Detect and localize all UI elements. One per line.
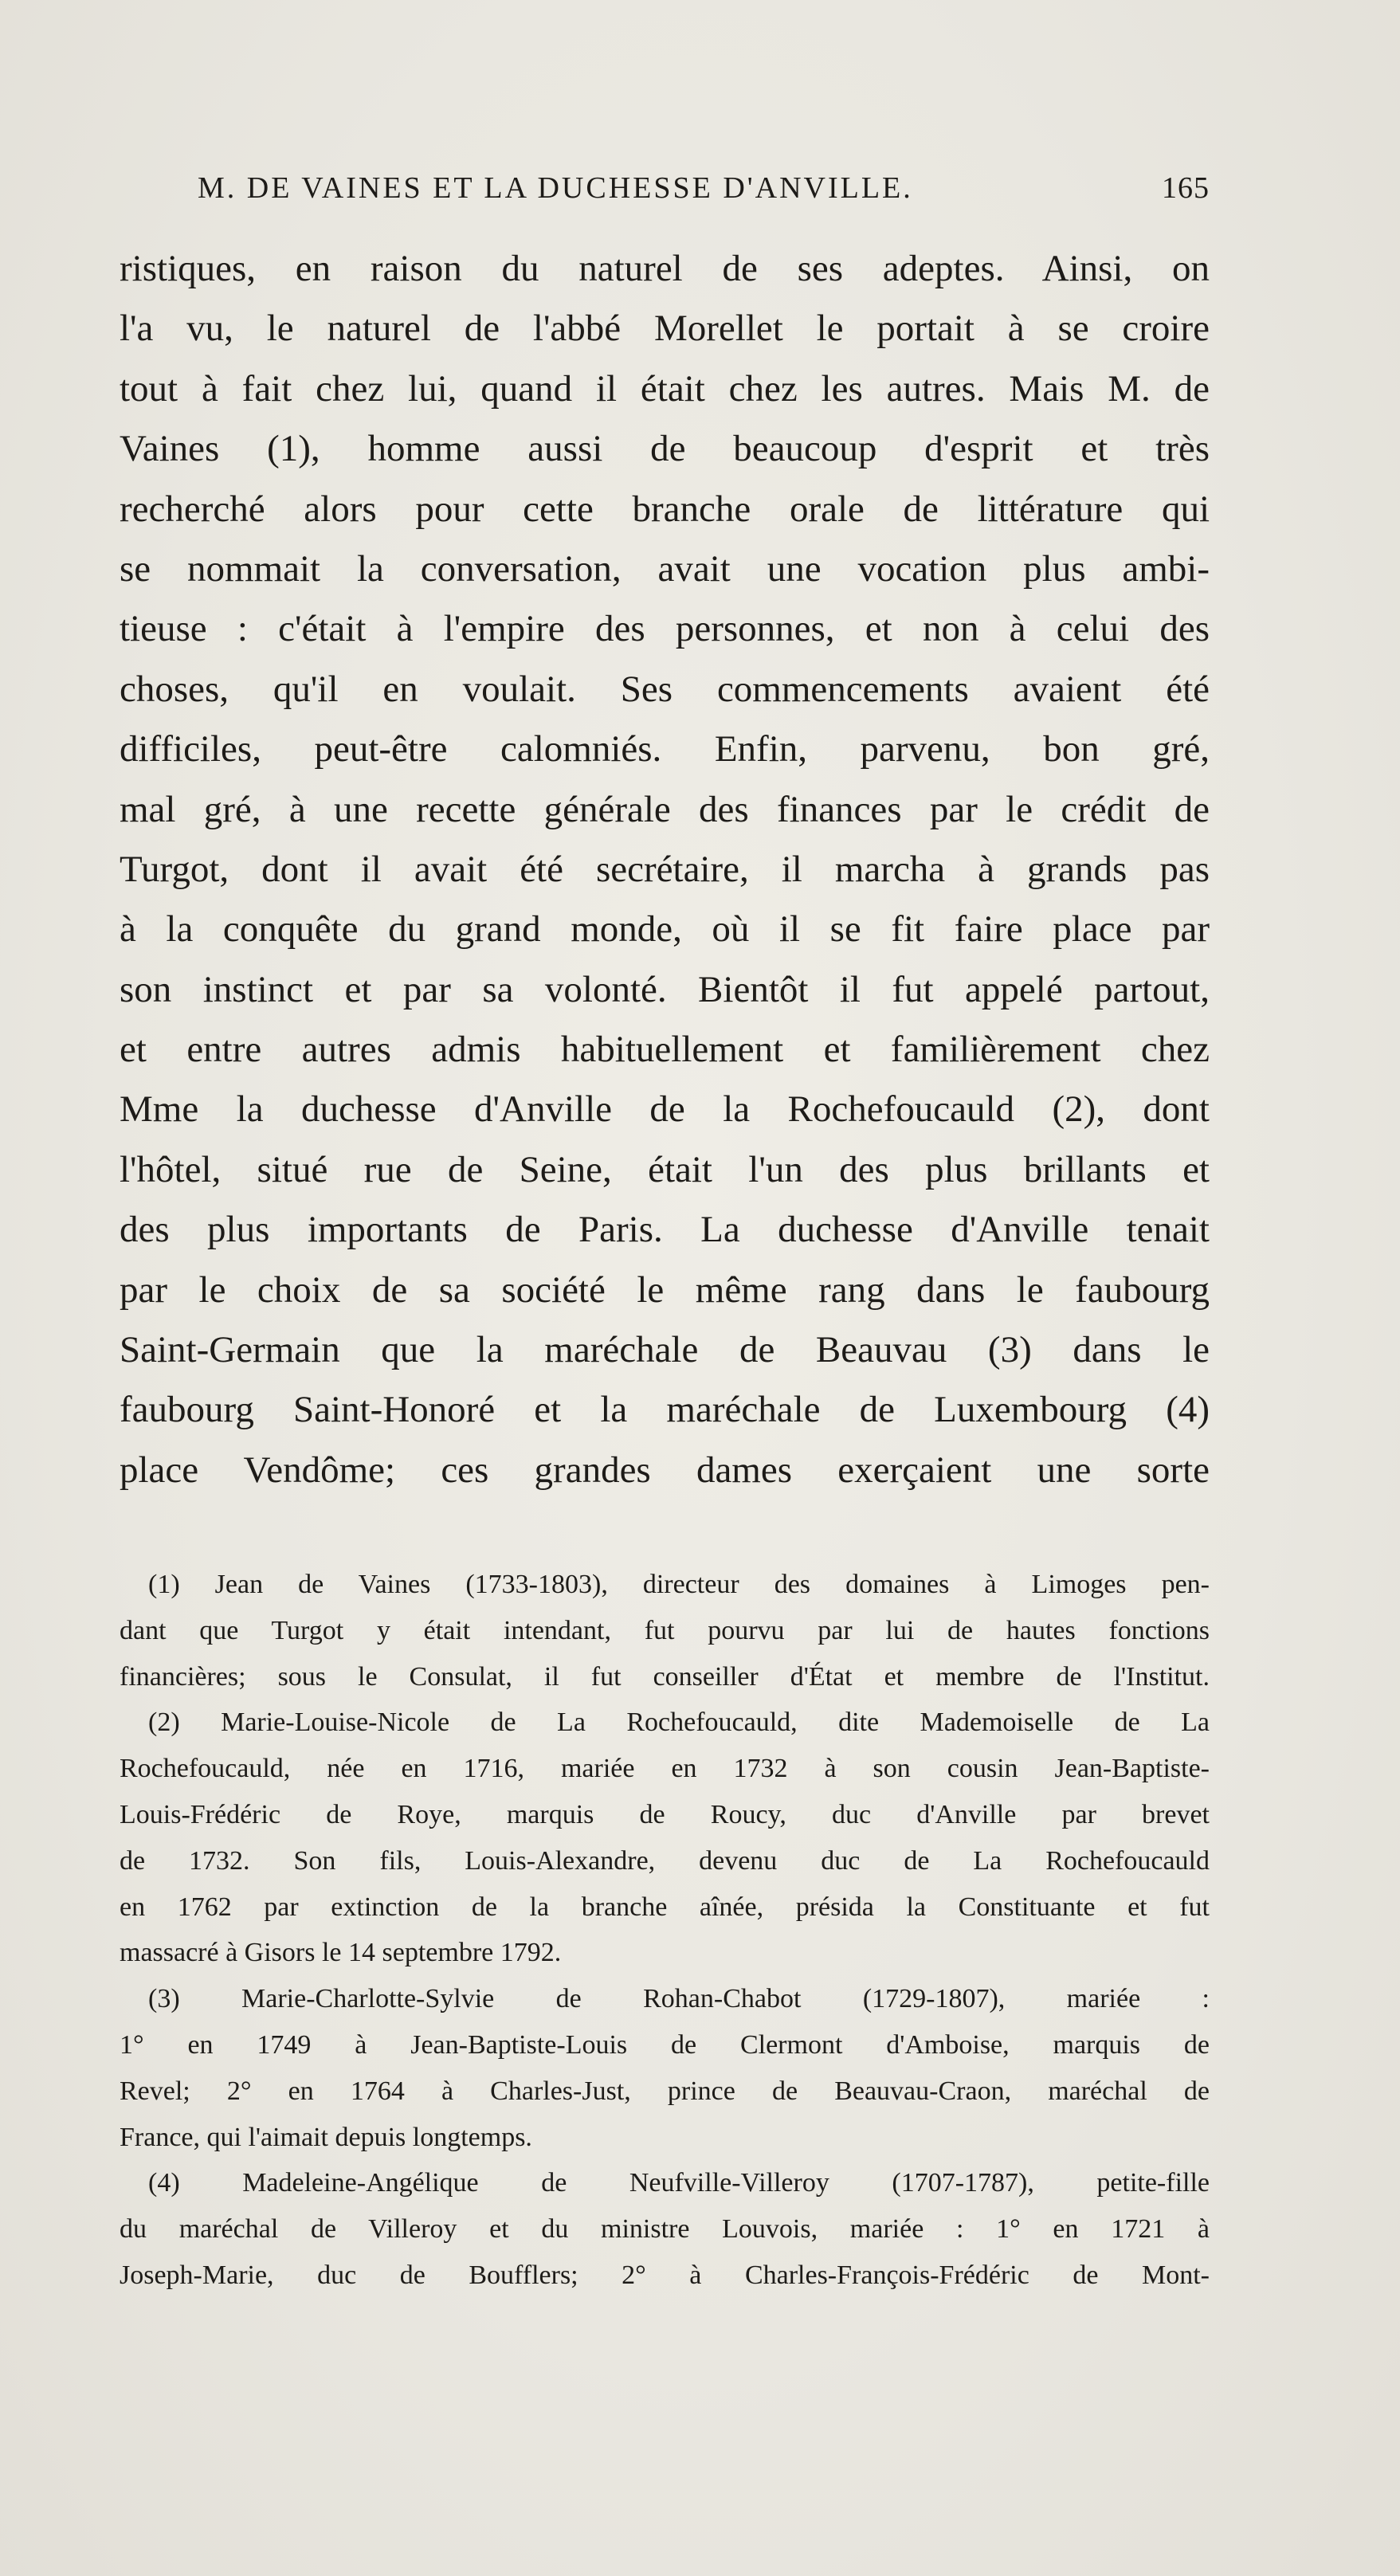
footnote-line: (3) Marie-Charlotte-Sylvie de Rohan-Chabot (1729-1807), mariée : [148,1984,1210,2014]
footnote-line: 1° en 1749 à Jean-Baptiste-Louis de Clermont d'Amboise, marquis de [120,2029,1210,2060]
footnote-line: Rochefoucauld, née en 1716, mariée en 1732 à son cousin Jean-Baptiste- [120,1754,1210,1784]
footnotes [120,1562,1210,2299]
body-line: difficiles, peut-être calomniés. Enfin, parvenu, bon gré, [120,728,1210,770]
footnote-line: de 1732. Son fils, Louis-Alexandre, devenu duc de La Rochefoucauld [120,1845,1210,1876]
running-header [198,166,1210,210]
body-line: faubourg Saint-Honoré et la maréchale de Luxembourg (4) [120,1389,1210,1431]
footnote-line: (4) Madeleine-Angélique de Neufville-Villeroy (1707-1787), petite-fille [148,2168,1210,2198]
body-line: recherché alors pour cette branche orale de littérature qui [120,488,1210,530]
footnote-line: financières; sous le Consulat, il fut conseiller d'État et membre de l'Institut. [120,1661,1210,1692]
running-title: M. DE VAINES ET LA DUCHESSE D'ANVILLE. [198,171,913,205]
body-line: ristiques, en raison du naturel de ses adeptes. Ainsi, on [120,248,1210,289]
body-line: tieuse : c'était à l'empire des personnes, et non à celui des [120,608,1210,650]
body-line: se nommait la conversation, avait une vocation plus ambi- [120,547,1210,590]
footnote-line: du maréchal de Villeroy et du ministre Louvois, mariée : 1° en 1721 à [120,2214,1210,2245]
footnote-line: Louis-Frédéric de Roye, marquis de Roucy, duc d'Anville par brevet [120,1799,1210,1829]
body-line: l'hôtel, situé rue de Seine, était l'un des plus brillants et [120,1148,1210,1190]
body-line: Saint-Germain que la maréchale de Beauvau (3) dans le [120,1329,1210,1371]
page-number: 165 [1162,171,1210,205]
footnote-line: dant que Turgot y était intendant, fut pourvu par lui de hautes fonctions [120,1615,1210,1645]
footnote-line: (2) Marie-Louise-Nicole de La Rochefoucauld, dite Mademoiselle de La [148,1708,1210,1738]
body-line: par le choix de sa société le même rang dans le faubourg [120,1268,1210,1311]
body-line: mal gré, à une recette générale des finances par le crédit de [120,788,1210,830]
body-line: l'a vu, le naturel de l'abbé Morellet le portait à se croire [120,308,1210,350]
footnote-line: (1) Jean de Vaines (1733-1803), directeur des domaines à Limoges pen- [148,1570,1210,1599]
body-line: son instinct et par sa volonté. Bientôt il fut appelé partout, [120,968,1210,1010]
footnote-line: Joseph-Marie, duc de Boufflers; 2° à Charles-François-Frédéric de Mont- [120,2260,1210,2290]
footnote-line: en 1762 par extinction de la branche aînée, présida la Constituante et fut [120,1892,1210,1922]
body-line: choses, qu'il en voulait. Ses commencements avaient été [120,668,1210,710]
body-line: à la conquête du grand monde, où il se fit faire place par [120,908,1210,951]
footnote-line: massacré à Gisors le 14 septembre 1792. [120,1938,562,1968]
body-line: et entre autres admis habituellement et familièrement chez [120,1029,1210,1071]
body-line: Turgot, dont il avait été secrétaire, il marcha à grands pas [120,848,1210,890]
footnote-line: France, qui l'aimait depuis longtemps. [120,2122,532,2152]
body-line: Mme la duchesse d'Anville de la Rochefoucauld (2), dont [120,1088,1210,1131]
body-line: des plus importants de Paris. La duchesse d'Anville tenait [120,1209,1210,1251]
body-line: Vaines (1), homme aussi de beaucoup d'esprit et très [120,428,1210,470]
footnote-line: Revel; 2° en 1764 à Charles-Just, prince de Beauvau-Craon, maréchal de [120,2076,1210,2106]
body-line: place Vendôme; ces grandes dames exerçaient une sorte [120,1449,1210,1491]
body-line: tout à fait chez lui, quand il était chez les autres. Mais M. de [120,367,1210,410]
main-text [120,239,1210,1500]
